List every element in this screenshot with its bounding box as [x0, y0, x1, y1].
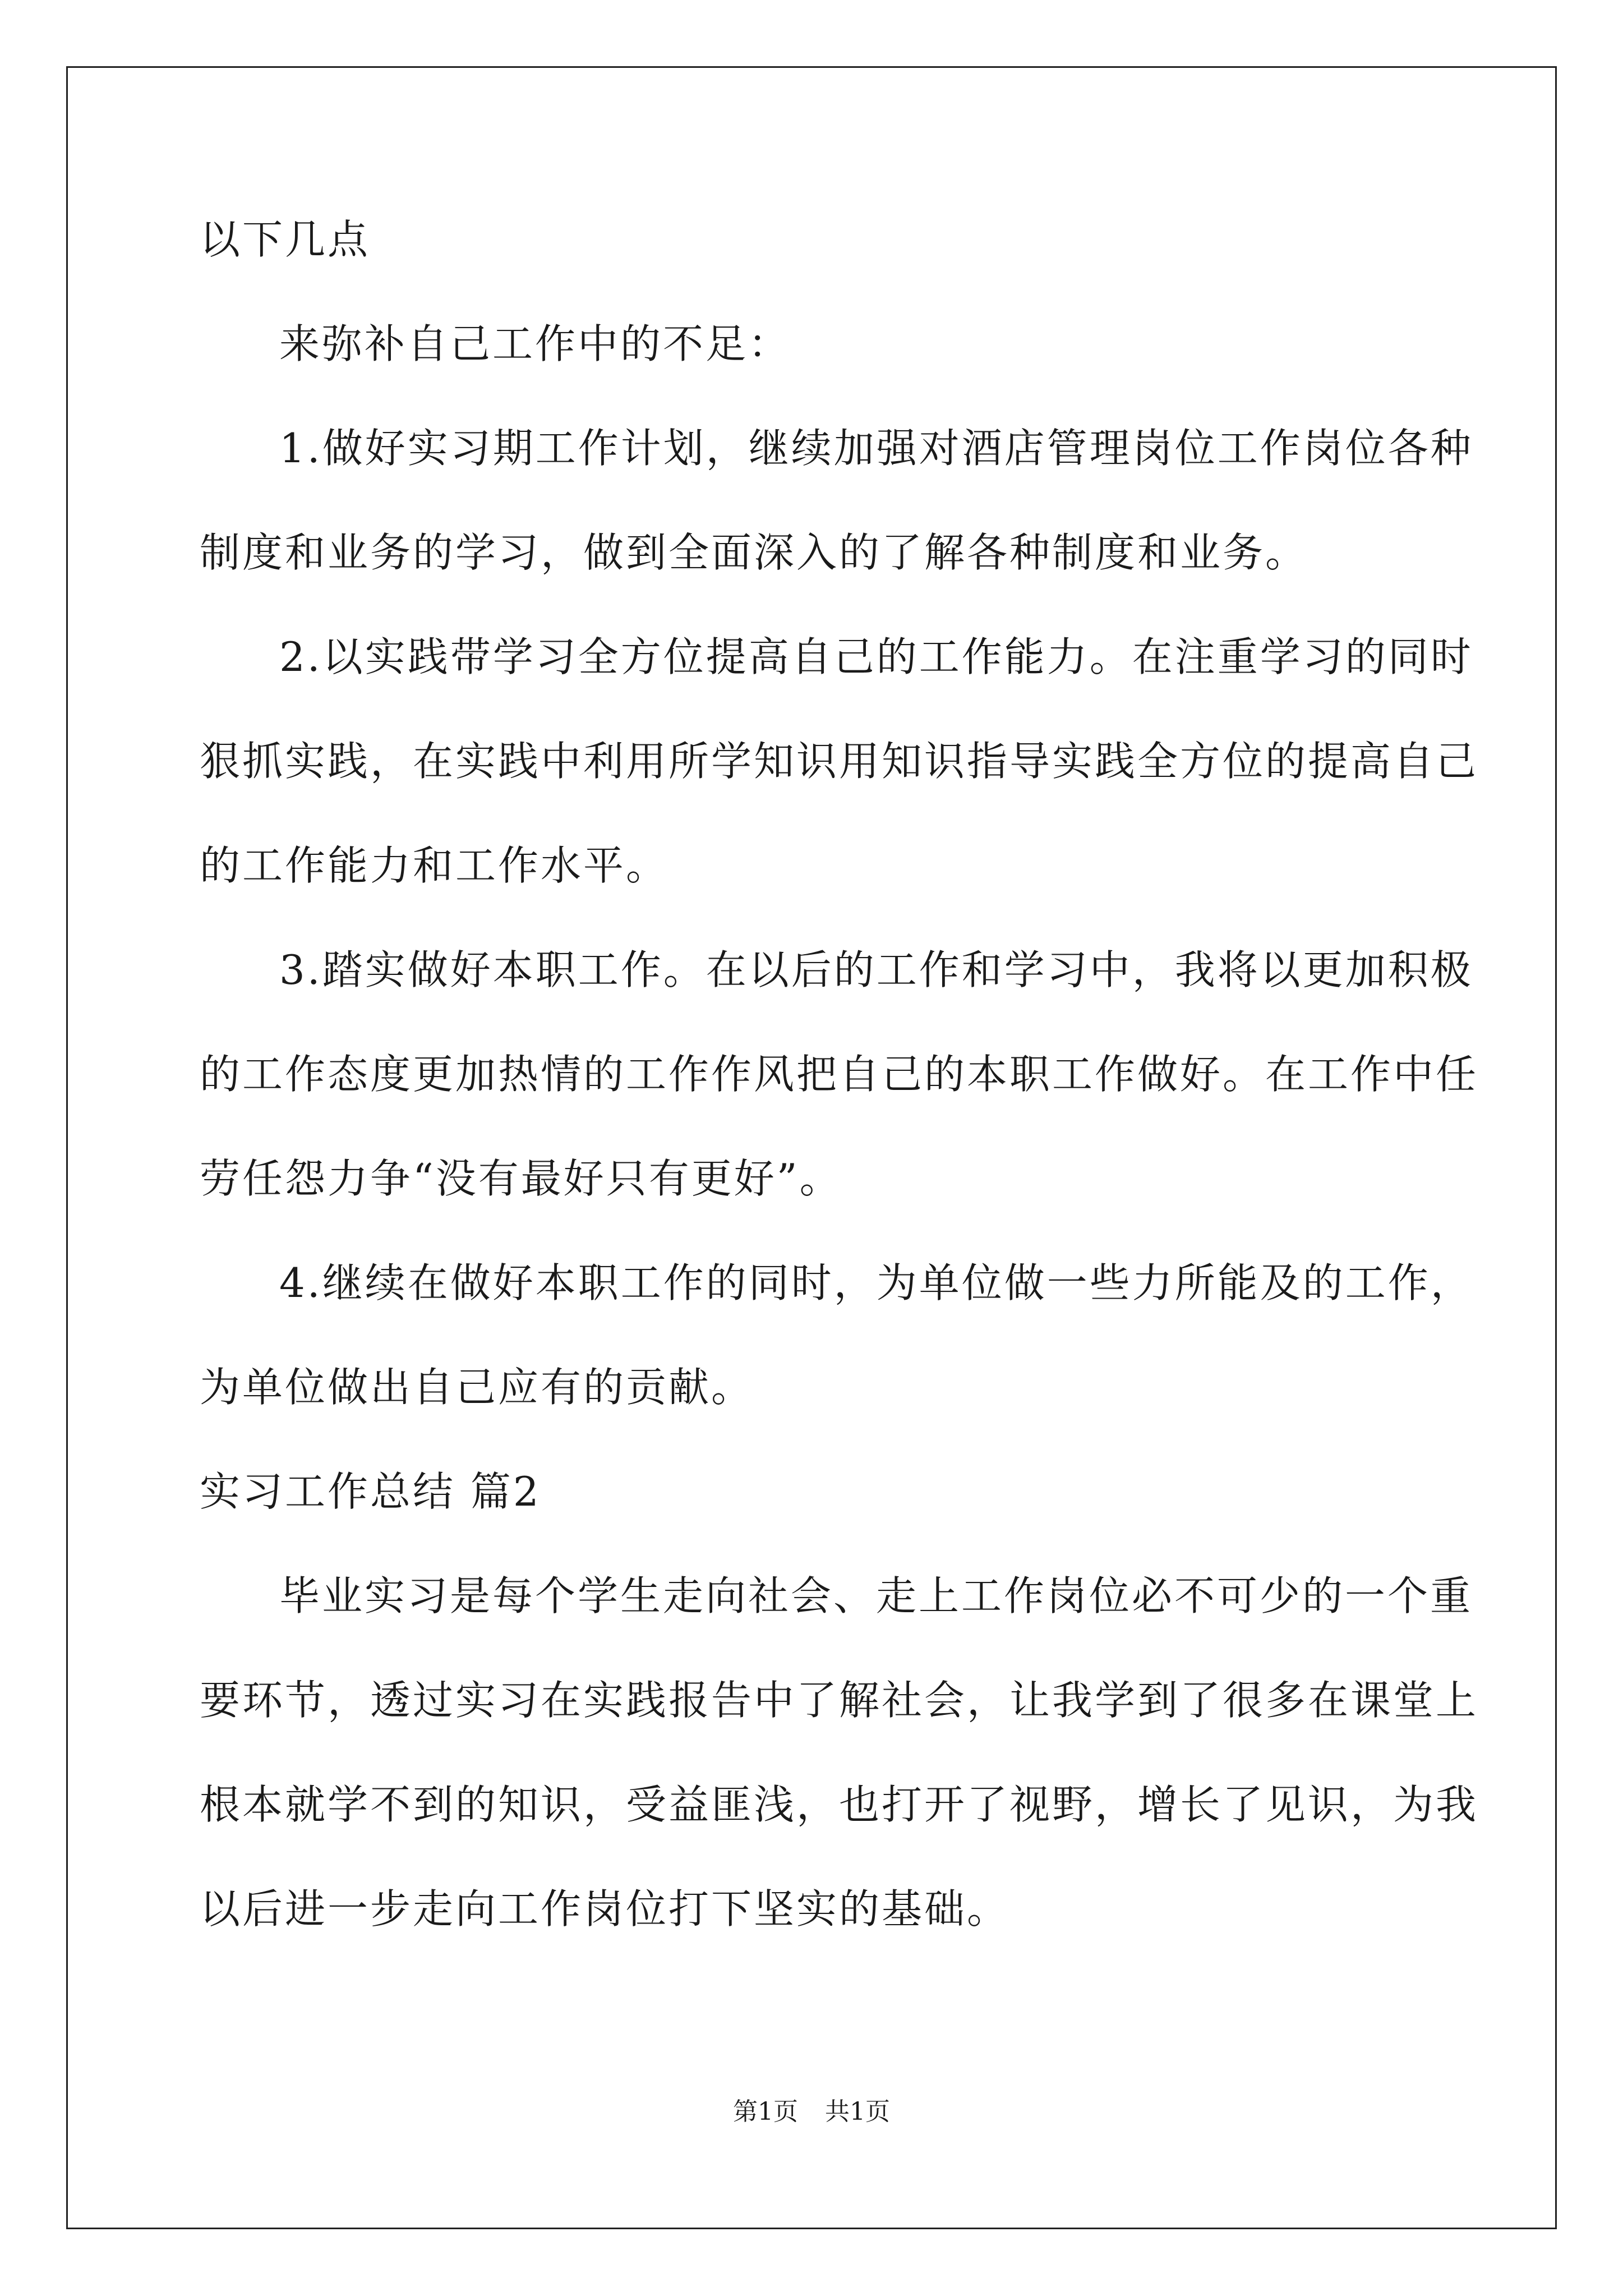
text-line: 根本就学不到的知识，受益匪浅，也打开了视野，增长了见识，为我 — [200, 1781, 1479, 1828]
text-line: 毕业实习是每个学生走向社会、走上工作岗位必不可少的一个重 — [279, 1572, 1473, 1619]
text-line: 的工作能力和工作水平。 — [200, 842, 669, 889]
text-line: 劳任怨力争“没有最好只有更好”。 — [200, 1155, 842, 1202]
section-heading: 实习工作总结 篇2 — [200, 1468, 541, 1515]
text-line: 1.做好实习期工作计划，继续加强对酒店管理岗位工作岗位各种 — [279, 425, 1473, 472]
text-line: 4.继续在做好本职工作的同时，为单位做一些力所能及的工作， — [279, 1259, 1473, 1306]
text-line: 狠抓实践，在实践中利用所学知识用知识指导实践全方位的提高自己 — [200, 738, 1479, 785]
text-line: 3.踏实做好本职工作。在以后的工作和学习中，我将以更加积极 — [279, 946, 1473, 993]
text-line: 以后进一步走向工作岗位打下坚实的基础。 — [200, 1885, 1010, 1932]
text-line: 以下几点 — [200, 216, 371, 263]
text-line: 来弥补自己工作中的不足： — [279, 320, 791, 367]
page-footer — [0, 2095, 1623, 2129]
page-number: 第1页 — [733, 2097, 798, 2126]
document-body — [200, 213, 1479, 1987]
text-line: 2.以实践带学习全方位提高自己的工作能力。在注重学习的同时 — [279, 633, 1473, 680]
page-total: 共1页 — [825, 2097, 890, 2126]
text-line: 要环节，透过实习在实践报告中了解社会，让我学到了很多在课堂上 — [200, 1677, 1479, 1724]
text-line: 制度和业务的学习，做到全面深入的了解各种制度和业务。 — [200, 529, 1308, 576]
text-line: 为单位做出自己应有的贡献。 — [200, 1364, 754, 1411]
text-line: 的工作态度更加热情的工作作风把自己的本职工作做好。在工作中任 — [200, 1051, 1479, 1098]
